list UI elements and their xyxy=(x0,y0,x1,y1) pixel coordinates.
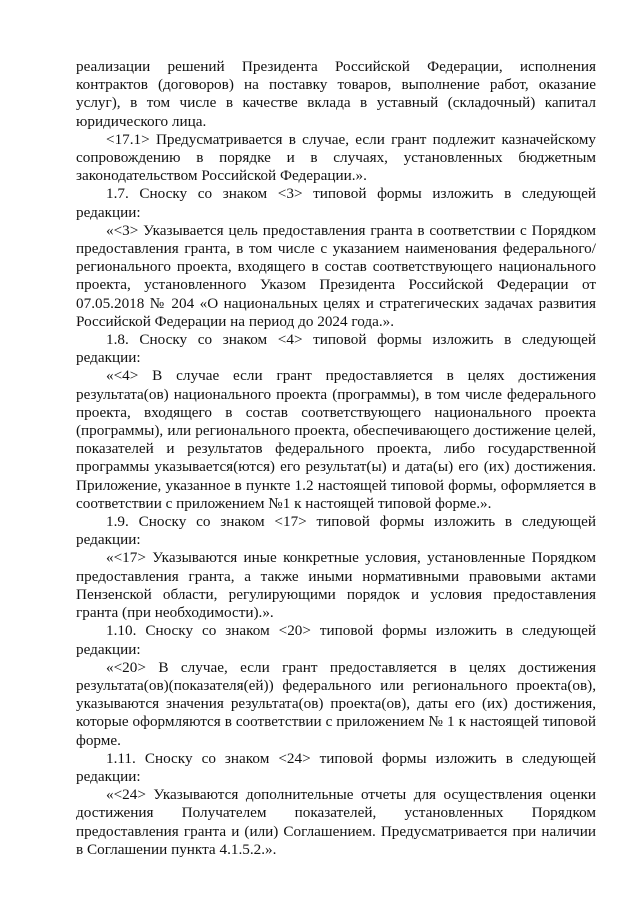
document-page xyxy=(76,58,596,859)
item-1-8: 1.8. Сноску со знаком <4> типовой формы изложить в следующей редакции: xyxy=(76,331,596,367)
item-1-9: 1.9. Сноску со знаком <17> типовой формы изложить в следующей редакции: xyxy=(76,513,596,549)
footnote-17: «<17> Указываются иные конкретные условия, установленные Порядком предоставления гранта, а также иными нормативными правовыми актами Пензенской области, регулирующими порядок и условия предоставления гранта (при необходимости).». xyxy=(76,549,596,622)
paragraph-continuation: реализации решений Президента Российской Федерации, исполнения контрактов (договоров) на поставку товаров, выполнение работ, оказание услуг), в том числе в качестве вклада в уставный (складочный) капитал юридического лица. xyxy=(76,58,596,130)
footnote-3: «<3> Указывается цель предоставления гранта в соответствии с Порядком предоставления гранта, в том числе с указанием наименования федерального/ регионального проекта, входящего в состав соответствующего национального проекта, установленного Указом Президента Российской Федерации от 07.05.2018 № 204 «О национальных целях и стратегических задачах развития Российской Федерации на период до 2024 года.». xyxy=(76,221,596,330)
item-1-11: 1.11. Сноску со знаком <24> типовой формы изложить в следующей редакции: xyxy=(76,749,596,785)
footnote-24: «<24> Указываются дополнительные отчеты для осуществления оценки достижения Получателем показателей, установленных Порядком предоставления гранта и (или) Соглашением. Предусматривается при наличии в Соглашении пункта 4.1.5.2.». xyxy=(76,786,596,858)
footnote-20: «<20> В случае, если грант предоставляется в целях достижения результата(ов)(показателя(ей)) федерального или регионального проекта(ов), указываются значения результата(ов) проекта(ов), даты его (их) достижения, которые оформляются в соответствии с приложением № 1 к настоящей типовой форме. xyxy=(76,658,596,749)
footnote-4: «<4> В случае если грант предоставляется в целях достижения результата(ов) национального проекта (программы), в том числе федерального проекта, входящего в состав соответствующего национального проекта (программы), или регионального проекта, обеспечивающего достижение целей, показателей и результатов федерального проекта, либо государственной программы указывается(ются) его результат(ы) и дата(ы) его (их) достижения. Приложение, указанное в пункте 1.2 настоящей типовой формы, оформляется в соответствии с приложением №1 к настоящей типовой форме.». xyxy=(76,367,596,512)
item-1-10: 1.10. Сноску со знаком <20> типовой формы изложить в следующей редакции: xyxy=(76,622,596,658)
footnote-17-1: <17.1> Предусматривается в случае, если грант подлежит казначейскому сопровождению в порядке и в случаях, установленных бюджетным законодательством Российской Федерации.». xyxy=(76,130,596,185)
item-1-7: 1.7. Сноску со знаком <3> типовой формы изложить в следующей редакции: xyxy=(76,185,596,221)
